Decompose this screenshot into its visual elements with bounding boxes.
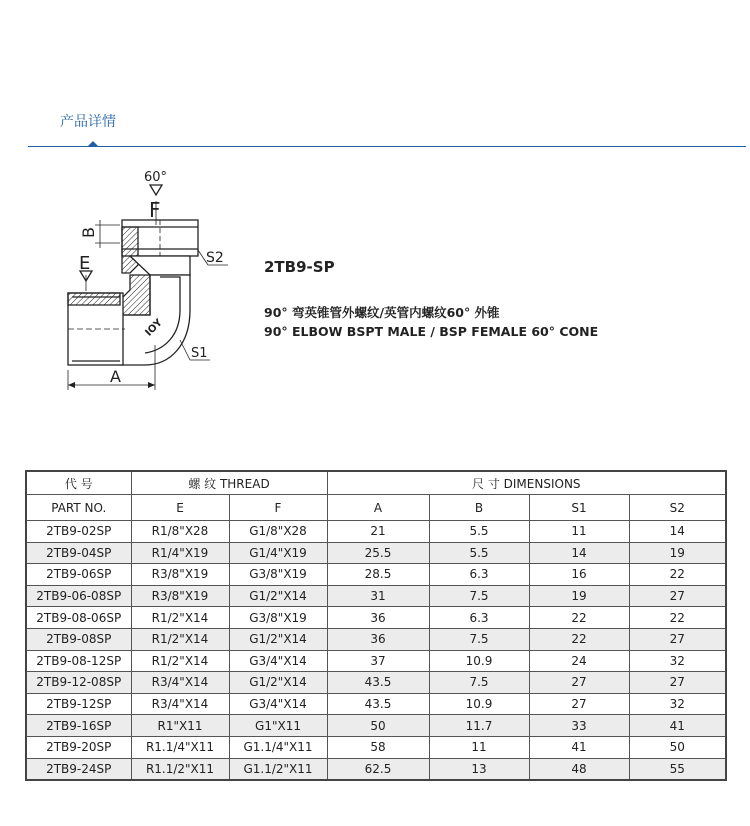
table-cell: 31 bbox=[327, 585, 429, 607]
column-header-e: E bbox=[131, 495, 229, 521]
table-cell: 2TB9-24SP bbox=[26, 758, 131, 780]
table-cell: 28.5 bbox=[327, 564, 429, 586]
column-header-a: A bbox=[327, 495, 429, 521]
table-cell: 19 bbox=[629, 542, 726, 564]
table-cell: 22 bbox=[629, 564, 726, 586]
dimension-f-label: F bbox=[149, 198, 161, 222]
part-no-header-en: PART NO. bbox=[26, 495, 131, 521]
table-cell: 16 bbox=[529, 564, 629, 586]
table-row bbox=[26, 521, 726, 543]
table-cell: 48 bbox=[529, 758, 629, 780]
table-cell: 2TB9-06-08SP bbox=[26, 585, 131, 607]
tab-divider bbox=[28, 146, 746, 147]
table-cell: 11 bbox=[529, 521, 629, 543]
specification-table bbox=[25, 470, 727, 781]
table-cell: 2TB9-02SP bbox=[26, 521, 131, 543]
table-cell: 10.9 bbox=[429, 650, 529, 672]
table-cell: 32 bbox=[629, 650, 726, 672]
table-cell: 36 bbox=[327, 607, 429, 629]
table-cell: R1/4"X19 bbox=[131, 542, 229, 564]
table-row bbox=[26, 650, 726, 672]
table-cell: 22 bbox=[629, 607, 726, 629]
table-cell: 11 bbox=[429, 736, 529, 758]
tab-product-details[interactable]: 产品详情 bbox=[60, 114, 116, 130]
table-cell: 2TB9-08-12SP bbox=[26, 650, 131, 672]
table-row bbox=[26, 715, 726, 737]
table-cell: G1/4"X19 bbox=[229, 542, 327, 564]
table-cell: 2TB9-06SP bbox=[26, 564, 131, 586]
table-cell: R1/2"X14 bbox=[131, 650, 229, 672]
table-row bbox=[26, 585, 726, 607]
dimension-a-label: A bbox=[110, 367, 121, 386]
table-cell: 33 bbox=[529, 715, 629, 737]
brand-mark: IOY bbox=[143, 317, 165, 339]
table-cell: 6.3 bbox=[429, 607, 529, 629]
table-row bbox=[26, 693, 726, 715]
part-no-header-cn: 代 号 bbox=[26, 471, 131, 495]
table-row bbox=[26, 564, 726, 586]
table-cell: 14 bbox=[629, 521, 726, 543]
table-cell: 2TB9-12-08SP bbox=[26, 672, 131, 694]
table-cell: 41 bbox=[529, 736, 629, 758]
table-cell: 50 bbox=[327, 715, 429, 737]
table-cell: 5.5 bbox=[429, 542, 529, 564]
table-row bbox=[26, 607, 726, 629]
table-cell: 5.5 bbox=[429, 521, 529, 543]
table-cell: 24 bbox=[529, 650, 629, 672]
table-cell: G3/4"X14 bbox=[229, 693, 327, 715]
table-cell: 27 bbox=[529, 672, 629, 694]
table-cell: 41 bbox=[629, 715, 726, 737]
thread-header: 螺 纹 THREAD bbox=[131, 471, 327, 495]
table-cell: R1/2"X14 bbox=[131, 628, 229, 650]
column-header-s1: S1 bbox=[529, 495, 629, 521]
table-cell: G3/4"X14 bbox=[229, 650, 327, 672]
table-cell: 7.5 bbox=[429, 628, 529, 650]
product-description-cn: 90° 弯英锥管外螺纹/英管内螺纹60° 外锥 bbox=[264, 305, 500, 320]
table-cell: R1/8"X28 bbox=[131, 521, 229, 543]
column-header-b: B bbox=[429, 495, 529, 521]
table-cell: 19 bbox=[529, 585, 629, 607]
table-cell: 2TB9-08SP bbox=[26, 628, 131, 650]
table-cell: 58 bbox=[327, 736, 429, 758]
table-cell: R3/4"X14 bbox=[131, 672, 229, 694]
table-cell: G3/8"X19 bbox=[229, 564, 327, 586]
table-row bbox=[26, 628, 726, 650]
table-cell: 27 bbox=[529, 693, 629, 715]
dimension-s2-label: S2 bbox=[206, 250, 224, 266]
table-cell: 27 bbox=[629, 585, 726, 607]
angle-label: 60° bbox=[144, 170, 168, 185]
column-header-f: F bbox=[229, 495, 327, 521]
dimension-b-label: B bbox=[79, 227, 98, 238]
table-cell: 55 bbox=[629, 758, 726, 780]
table-cell: 14 bbox=[529, 542, 629, 564]
table-cell: G1.1/4"X11 bbox=[229, 736, 327, 758]
fitting-technical-drawing bbox=[40, 165, 240, 395]
table-cell: 27 bbox=[629, 672, 726, 694]
table-cell: 10.9 bbox=[429, 693, 529, 715]
table-cell: 21 bbox=[327, 521, 429, 543]
product-model: 2TB9-SP bbox=[264, 258, 335, 276]
dimension-e-label: E bbox=[79, 253, 91, 274]
table-cell: 2TB9-12SP bbox=[26, 693, 131, 715]
table-cell: 43.5 bbox=[327, 693, 429, 715]
table-cell: 7.5 bbox=[429, 672, 529, 694]
table-cell: 7.5 bbox=[429, 585, 529, 607]
table-row bbox=[26, 542, 726, 564]
dimension-s1-label: S1 bbox=[191, 346, 208, 361]
table-cell: 22 bbox=[529, 628, 629, 650]
table-row bbox=[26, 672, 726, 694]
table-cell: R3/4"X14 bbox=[131, 693, 229, 715]
table-cell: R1/2"X14 bbox=[131, 607, 229, 629]
table-cell: 43.5 bbox=[327, 672, 429, 694]
table-cell: 11.7 bbox=[429, 715, 529, 737]
product-description-en: 90° ELBOW BSPT MALE / BSP FEMALE 60° CONE bbox=[264, 324, 599, 339]
table-cell: 22 bbox=[529, 607, 629, 629]
table-cell: G1"X11 bbox=[229, 715, 327, 737]
table-cell: 25.5 bbox=[327, 542, 429, 564]
table-cell: 50 bbox=[629, 736, 726, 758]
table-cell: G1/8"X28 bbox=[229, 521, 327, 543]
dimensions-header: 尺 寸 DIMENSIONS bbox=[327, 471, 726, 495]
table-cell: 2TB9-04SP bbox=[26, 542, 131, 564]
table-cell: 2TB9-20SP bbox=[26, 736, 131, 758]
table-cell: 13 bbox=[429, 758, 529, 780]
table-cell: G3/8"X19 bbox=[229, 607, 327, 629]
table-cell: R3/8"X19 bbox=[131, 564, 229, 586]
table-cell: 2TB9-16SP bbox=[26, 715, 131, 737]
table-row bbox=[26, 758, 726, 780]
table-cell: R1.1/4"X11 bbox=[131, 736, 229, 758]
table-cell: R1.1/2"X11 bbox=[131, 758, 229, 780]
table-cell: G1.1/2"X11 bbox=[229, 758, 327, 780]
table-cell: R1"X11 bbox=[131, 715, 229, 737]
table-cell: 37 bbox=[327, 650, 429, 672]
table-cell: 32 bbox=[629, 693, 726, 715]
table-cell: 27 bbox=[629, 628, 726, 650]
table-cell: 6.3 bbox=[429, 564, 529, 586]
table-cell: G1/2"X14 bbox=[229, 585, 327, 607]
table-cell: 36 bbox=[327, 628, 429, 650]
specification-rows bbox=[26, 521, 726, 781]
table-row bbox=[26, 736, 726, 758]
column-header-s2: S2 bbox=[629, 495, 726, 521]
table-cell: 62.5 bbox=[327, 758, 429, 780]
table-cell: 2TB9-08-06SP bbox=[26, 607, 131, 629]
table-cell: G1/2"X14 bbox=[229, 672, 327, 694]
table-cell: R3/8"X19 bbox=[131, 585, 229, 607]
table-cell: G1/2"X14 bbox=[229, 628, 327, 650]
